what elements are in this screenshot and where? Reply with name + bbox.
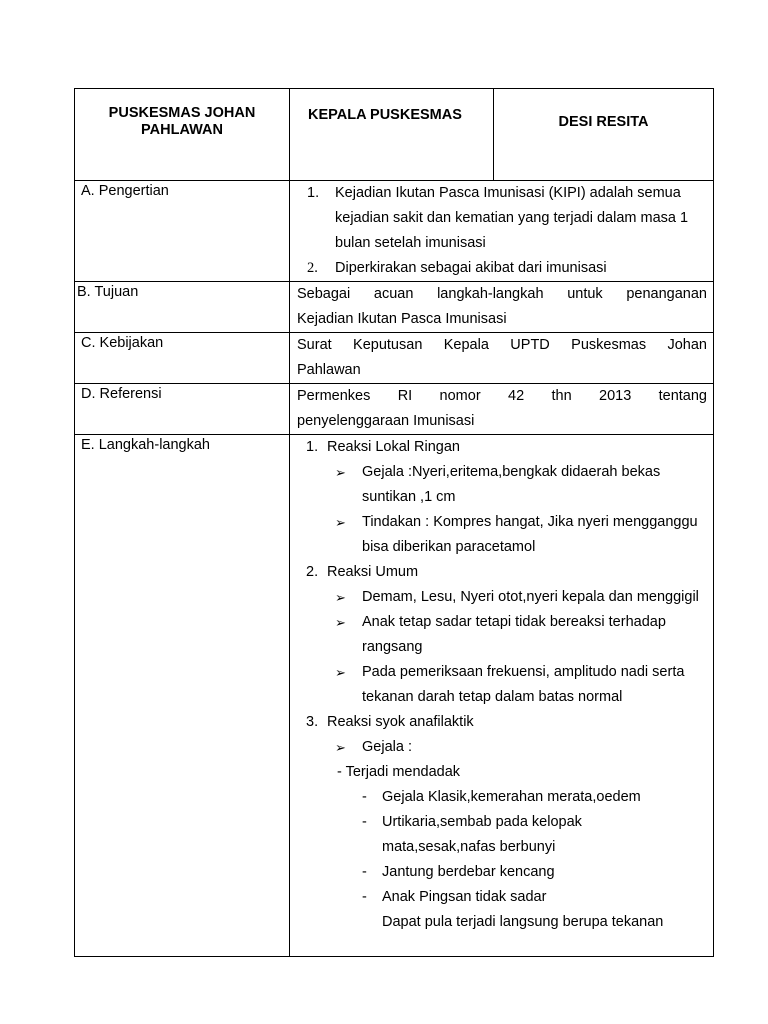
label-tujuan: B. Tujuan <box>75 282 290 333</box>
dash-bullet: - <box>362 814 367 830</box>
bullet-text: Tindakan : Kompres hangat, Jika nyeri mengganggu bisa diberikan paracetamol <box>362 514 698 555</box>
arrow-bullet-icon: ➢ <box>335 665 346 680</box>
list-item <box>297 785 707 810</box>
row-langkah <box>75 435 714 957</box>
list-item <box>297 585 707 610</box>
bullet-text: Gejala : <box>362 739 412 755</box>
sop-table <box>74 88 714 957</box>
label-kebijakan: C. Kebijakan <box>75 333 290 384</box>
arrow-bullet-icon: ➢ <box>335 740 346 755</box>
step-heading <box>297 560 707 585</box>
arrow-bullet-icon: ➢ <box>335 615 346 630</box>
row-referensi <box>75 384 714 435</box>
list-item <box>297 510 707 560</box>
label-referensi: D. Referensi <box>75 384 290 435</box>
dash-bullet: - <box>362 889 367 905</box>
list-item <box>297 256 707 281</box>
list-item <box>297 181 707 256</box>
header-name: DESI RESITA <box>494 89 714 181</box>
tujuan-line-1: Sebagai acuan langkah-langkah untuk penanganan <box>297 286 707 302</box>
list-item <box>297 885 707 910</box>
dash-text: Anak Pingsan tidak sadar <box>382 889 547 905</box>
list-item <box>297 610 707 660</box>
dash-text: Urtikaria,sembab pada kelopak mata,sesak,nafas berbunyi <box>382 814 582 855</box>
kebijakan-line-1: Surat Keputusan Kepala UPTD Puskesmas Johan <box>297 337 707 353</box>
bullet-text: Anak tetap sadar tetapi tidak bereaksi terhadap rangsang <box>362 614 666 655</box>
item-text: Kejadian Ikutan Pasca Imunisasi (KIPI) adalah semua kejadian sakit dan kematian yang terjadi dalam masa 1 bulan setelah imunisasi <box>335 185 689 251</box>
list-item <box>297 810 707 860</box>
header-role: KEPALA PUSKESMAS <box>290 89 494 181</box>
bullet-text: Pada pemeriksaan frekuensi, amplitudo nadi serta tekanan darah tetap dalam batas normal <box>362 664 685 705</box>
content-langkah <box>290 435 714 957</box>
step-number: 2. <box>306 564 319 580</box>
step-heading <box>297 710 707 735</box>
dash-bullet: - <box>362 864 367 880</box>
step-number: 3. <box>306 714 319 730</box>
referensi-line-2: penyelenggaraan Imunisasi <box>297 413 475 429</box>
content-pengertian <box>290 181 714 282</box>
list-item <box>297 860 707 885</box>
item-text: Diperkirakan sebagai akibat dari imunisasi <box>335 260 607 276</box>
row-kebijakan <box>75 333 714 384</box>
sub-heading: - Terjadi mendadak <box>337 764 461 780</box>
arrow-bullet-icon: ➢ <box>335 515 346 530</box>
list-item <box>297 460 707 510</box>
bullet-text: Gejala :Nyeri,eritema,bengkak didaerah bekas suntikan ,1 cm <box>362 464 661 505</box>
content-referensi <box>290 384 714 435</box>
bullet-text: Demam, Lesu, Nyeri otot,nyeri kepala dan menggigil <box>362 589 699 605</box>
row-pengertian <box>75 181 714 282</box>
item-number: 1. <box>307 185 320 201</box>
referensi-line-1: Permenkes RI nomor 42 thn 2013 tentang <box>297 388 707 404</box>
step-number: 1. <box>306 439 319 455</box>
list-item <box>297 735 707 760</box>
continuation-text: Dapat pula terjadi langsung berupa tekanan <box>382 914 664 930</box>
header-row <box>75 89 714 181</box>
content-kebijakan <box>290 333 714 384</box>
step-title: Reaksi Lokal Ringan <box>327 439 460 455</box>
step-title: Reaksi Umum <box>327 564 419 580</box>
dash-bullet: - <box>362 789 367 805</box>
arrow-bullet-icon: ➢ <box>335 590 346 605</box>
dash-text: Jantung berdebar kencang <box>382 864 555 880</box>
label-langkah: E. Langkah-langkah <box>75 435 290 957</box>
item-number: 2. <box>307 260 318 276</box>
label-pengertian: A. Pengertian <box>75 181 290 282</box>
arrow-bullet-icon: ➢ <box>335 465 346 480</box>
header-org: PUSKESMAS JOHAN PAHLAWAN <box>75 89 290 181</box>
step-title: Reaksi syok anafilaktik <box>327 714 474 730</box>
step-heading <box>297 435 707 460</box>
content-tujuan <box>290 282 714 333</box>
dash-text: Gejala Klasik,kemerahan merata,oedem <box>382 789 641 805</box>
tujuan-line-2: Kejadian Ikutan Pasca Imunisasi <box>297 311 507 327</box>
row-tujuan <box>75 282 714 333</box>
kebijakan-line-2: Pahlawan <box>297 362 361 378</box>
list-item <box>297 660 707 710</box>
